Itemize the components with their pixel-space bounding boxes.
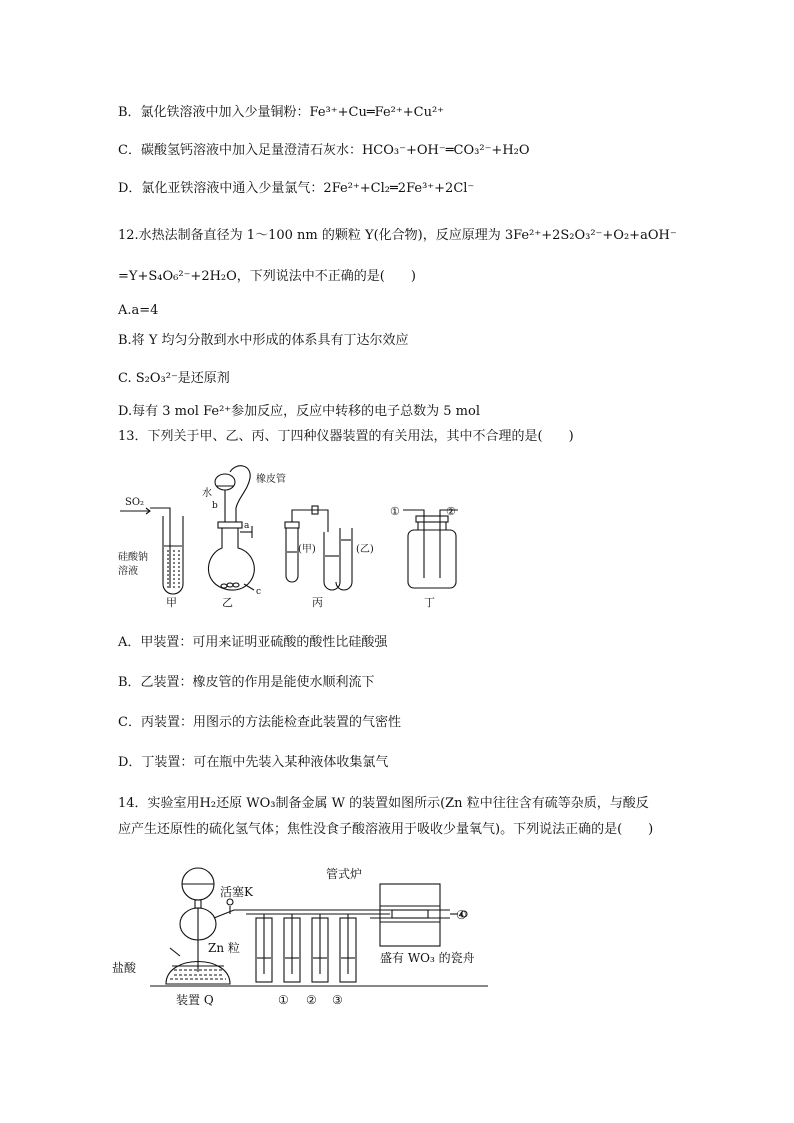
q12-option-b: B.将 Y 均匀分散到水中形成的体系具有丁达尔效应 xyxy=(118,333,409,348)
label-c: c xyxy=(256,587,262,597)
label-rubber-tube: 橡皮管 xyxy=(256,474,286,485)
q12-option-a: A.a=4 xyxy=(118,303,159,318)
label-jia-inner: (甲) xyxy=(298,544,316,555)
q13-option-d: D．丁装置：可在瓶中先装入某种液体收集氯气 xyxy=(118,755,389,770)
q13-option-b: B．乙装置：橡皮管的作用是能使水顺利流下 xyxy=(118,675,375,690)
q14-figure xyxy=(110,862,490,1010)
q12-stem-line1: 12.水热法制备直径为 1～100 nm 的颗粒 Y(化合物)，反应原理为 3Fe²⁺+2S₂O₃²⁻+O₂+aOH⁻ xyxy=(118,228,677,243)
q13-option-a: A．甲装置：可用来证明亚硫酸的酸性比硅酸强 xyxy=(118,635,388,650)
caption-bing: 丙 xyxy=(312,596,323,609)
label-porcelain-boat: 盛有 WO₃ 的瓷舟 xyxy=(380,951,475,965)
label-tube-furnace: 管式炉 xyxy=(326,867,363,881)
q14-stem-line2: 应产生还原性的硫化氢气体；焦性没食子酸溶液用于吸收少量氧气)。下列说法正确的是( ) xyxy=(118,822,654,837)
q11-option-d: D．氯化亚铁溶液中通入少量氯气：2Fe²⁺+Cl₂═2Fe³⁺+2Cl⁻ xyxy=(118,181,475,196)
label-bottle-3: ③ xyxy=(332,993,343,1007)
q11-option-c: C．碳酸氢钙溶液中加入足量澄清石灰水：HCO₃⁻+OH⁻═CO₃²⁻+H₂O xyxy=(118,143,530,158)
label-bottle-1: ① xyxy=(278,993,289,1007)
label-bottle-2: ② xyxy=(306,993,317,1007)
label-water: 水 xyxy=(202,488,212,499)
caption-yi: 乙 xyxy=(222,596,233,609)
q11-option-b: B．氯化铁溶液中加入少量铜粉：Fe³⁺+Cu═Fe²⁺+Cu²⁺ xyxy=(118,105,445,120)
q13-stem: 13．下列关于甲、乙、丙、丁四种仪器装置的有关用法，其中不合理的是( ) xyxy=(118,429,574,444)
caption-ding: 丁 xyxy=(424,596,435,609)
caption-jia: 甲 xyxy=(166,596,177,609)
label-yi-inner: (乙) xyxy=(356,544,374,555)
q12-option-d: D.每有 3 mol Fe²⁺参加反应，反应中转移的电子总数为 5 mol xyxy=(118,404,480,419)
label-sodium-silicate: 硅酸钠 xyxy=(118,552,148,563)
label-zn-granules: Zn 粒 xyxy=(208,941,240,955)
q13-figure xyxy=(118,460,458,612)
q12-option-c: C. S₂O₃²⁻是还原剂 xyxy=(118,371,230,386)
label-solution: 溶液 xyxy=(118,566,138,577)
q13-option-c: C．丙装置：用图示的方法能检查此装置的气密性 xyxy=(118,715,401,730)
label-port-1: ① xyxy=(390,505,400,518)
label-device-q: 装置 Q xyxy=(176,993,214,1007)
label-port-2: ② xyxy=(446,505,456,518)
label-outlet-4: ④ xyxy=(456,908,467,922)
label-so2: SO₂ xyxy=(125,497,145,508)
label-hydrochloric-acid: 盐酸 xyxy=(112,961,137,975)
label-b: b xyxy=(212,501,218,511)
q14-stem-line1: 14．实验室用H₂还原 WO₃制备金属 W 的装置如图所示(Zn 粒中往往含有硫等杂质，与酸反 xyxy=(118,796,649,811)
label-a: a xyxy=(244,521,250,531)
label-valve-k: 活塞K xyxy=(220,885,253,899)
q12-stem-line2: =Y+S₄O₆²⁻+2H₂O，下列说法中不正确的是( ) xyxy=(118,269,416,284)
